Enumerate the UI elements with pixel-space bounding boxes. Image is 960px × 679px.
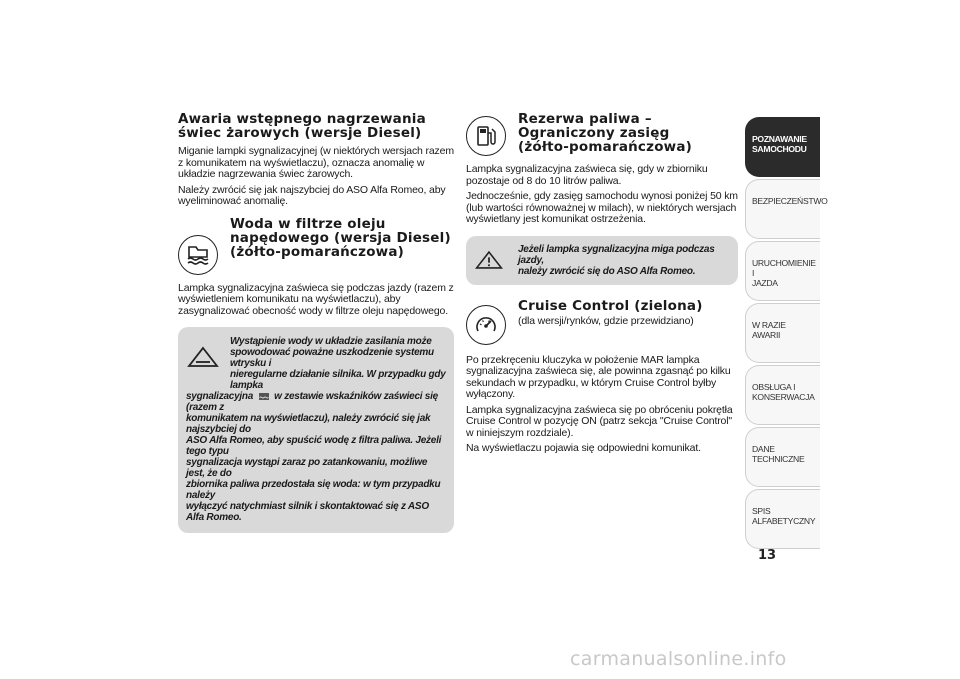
tab-w-razie-awarii[interactable]: W RAZIE AWARII	[745, 303, 820, 363]
section-heading-water-filter: Woda w filtrze oleju napędowego (wersja Diesel) (żółto-pomarańczowa)	[230, 215, 451, 260]
cruise-control-paragraph-3: Na wyświetlaczu pojawia się odpowiedni komunikat.	[466, 442, 701, 454]
cruise-control-icon	[466, 305, 506, 345]
watermark: carmanualsonline.info	[570, 648, 787, 670]
cruise-control-section-header	[466, 299, 740, 345]
tab-uruchomienie-i-jazda[interactable]: URUCHOMIENIE I JAZDA	[745, 241, 820, 301]
fuel-pump-icon	[466, 116, 506, 156]
water-warning-box: Wystąpienie wody w układzie zasilania może spowodować poważne uszkodzenie systemu wtrysku i nieregularne działanie silnika. W przypadku gdy lampka sygnalizacyjna w zestawie wskaźników zaświeci się (razem z komunikatem na wyświetlaczu), należy zwrócić się jak najszybciej do ASO Alfa Romeo, aby spuścić wodę z filtra paliwa. Jeżeli tego typu sygnalizacja wystąpi zaraz po zatankowaniu, możliwe jest, że do zbiornika paliwa przedostała się woda: w tym przypadku należy wyłączyć natychmiast silnik i skontaktować się z ASO Alfa Romeo.	[178, 327, 454, 533]
tab-spis-alfabetyczny[interactable]: SPIS ALFABETYCZNY	[745, 489, 820, 549]
tab-obsluga-i-konserwacja[interactable]: OBSŁUGA I KONSERWACJA	[745, 365, 820, 425]
page-number: 13	[758, 548, 777, 563]
cruise-control-paragraph-1: Po przekręceniu kluczyka w położenie MAR lampka sygnalizacyjna zaświeca się, ale powinna zgasnąć po kilku sekundach w przypadku, w którym Cruise Control byłby wyłączony.	[466, 353, 731, 400]
glow-plug-paragraph-1: Miganie lampki sygnalizacyjnej (w niektórych wersjach razem z komunikatem na wyświetlaczu), oznacza anomalię w układzie nagrzewania świec żarowych.	[178, 145, 454, 180]
cruise-control-subtitle: (dla wersji/rynków, gdzie przewidziano)	[518, 314, 694, 327]
water-filter-section-header	[178, 217, 454, 275]
section-heading-glow-plug: Awaria wstępnego nagrzewania świec żarowych (wersje Diesel)	[178, 111, 426, 141]
warning-triangle-icon	[186, 346, 220, 368]
tab-dane-techniczne[interactable]: DANE TECHNICZNE	[745, 427, 820, 487]
chapter-tabs	[745, 117, 828, 551]
water-in-fuel-icon	[178, 235, 218, 275]
section-heading-cruise-control: Cruise Control (zielona)	[518, 297, 703, 314]
cruise-control-paragraph-2: Lampka sygnalizacyjna zaświeca się po obróceniu pokrętła Cruise Control w pozycję ON (patrz sekcja "Cruise Control" w niniejszym rozdziale).	[466, 403, 733, 439]
warning-triangle-icon	[474, 249, 504, 271]
fuel-reserve-paragraph-1: Lampka sygnalizacyjna zaświeca się, gdy w zbiorniku pozostaje od 8 do 10 litrów paliwa.	[466, 163, 708, 187]
section-heading-fuel-reserve: Rezerwa paliwa – Ograniczony zasięg (żółto-pomarańczowa)	[518, 111, 693, 155]
tab-bezpieczenstwo[interactable]: BEZPIECZEŃSTWO	[745, 179, 820, 239]
tab-poznawanie-samochodu[interactable]: POZNAWANIE SAMOCHODU	[745, 117, 820, 177]
fuel-warning-box: Jeżeli lampka sygnalizacyjna miga podczas jazdy, należy zwrócić się do ASO Alfa Romeo.	[466, 236, 738, 285]
left-column	[178, 112, 454, 533]
fuel-reserve-section-header	[466, 112, 740, 156]
warning-inline-line: sygnalizacyjna w zestawie wskaźników zaświeci się (razem z	[186, 391, 438, 413]
glow-plug-paragraph-2: Należy zwrócić się jak najszybciej do ASO Alfa Romeo, aby wyeliminować anomalię.	[178, 183, 446, 207]
right-column	[466, 112, 740, 459]
water-filter-paragraph: Lampka sygnalizacyjna zaświeca się podczas jazdy (razem z wyświetleniem komunikatu na wyświetlaczu), aby zasygnalizować obecność wody w filtrze oleju napędowego.	[178, 281, 454, 317]
fuel-reserve-paragraph-2: Jednocześnie, gdy zasięg samochodu wynosi poniżej 50 km (lub wartości równoważnej w milach), w niektórych wersjach wyświetlany jest komunikat ostrzeżenia.	[466, 190, 738, 225]
water-in-fuel-inline-icon	[258, 392, 270, 401]
